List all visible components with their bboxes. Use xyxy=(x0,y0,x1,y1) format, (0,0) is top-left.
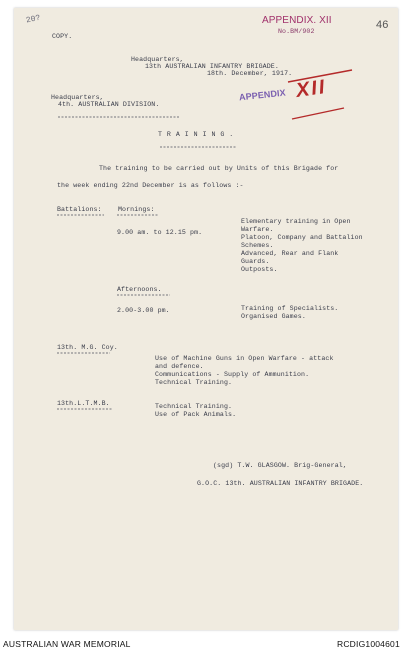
to-line-1: Headquarters, xyxy=(51,94,104,101)
mg-item: Use of Machine Guns in Open Warfare - attack xyxy=(155,355,334,362)
ltmb-label: 13th.L.T.M.B. xyxy=(57,400,110,407)
intro-line-1: The training to be carried out by Units of this Brigade for xyxy=(99,165,339,172)
mornings-label: Mornings: xyxy=(118,206,155,213)
signature-line-2: G.O.C. 13th. AUSTRALIAN INFANTRY BRIGADE. xyxy=(197,480,364,487)
morning-item: Platoon, Company and Battalion xyxy=(241,234,363,241)
afternoon-item: Training of Specialists. xyxy=(241,305,339,312)
afternoons-label: Afternoons. xyxy=(117,286,162,293)
morning-item: Guards. xyxy=(241,258,270,265)
morning-time: 9.00 am. to 12.15 pm. xyxy=(117,229,203,236)
mg-item: Technical Training. xyxy=(155,379,233,386)
intro-line-2: the week ending 22nd December is as follows :- xyxy=(57,182,244,189)
to-line-2: 4th. AUSTRALIAN DIVISION. xyxy=(58,101,160,108)
afternoon-time: 2.00-3.00 pm. xyxy=(117,307,170,314)
corner-number: 20? xyxy=(25,13,42,26)
ltmb-item: Technical Training. xyxy=(155,403,233,410)
appendix-stamp: APPENDIX. XII xyxy=(262,15,332,26)
archive-id: RCDIG1004601 xyxy=(337,639,400,649)
morning-item: Schemes. xyxy=(241,242,274,249)
mg-item: and defence. xyxy=(155,363,204,370)
mg-coy-label: 13th. M.G. Coy. xyxy=(57,344,118,351)
mg-item: Communications - Supply of Ammunition. xyxy=(155,371,310,378)
morning-item: Warfare. xyxy=(241,226,274,233)
ltmb-item: Use of Pack Animals. xyxy=(155,411,237,418)
battalions-label: Battalions: xyxy=(57,206,102,213)
appendix-roman-numeral: XII xyxy=(294,75,328,103)
reference-number: No.BM/902 xyxy=(278,28,315,35)
from-line-2: 13th AUSTRALIAN INFANTRY BRIGADE. xyxy=(145,63,279,70)
archive-credit: AUSTRALIAN WAR MEMORIAL xyxy=(3,639,131,649)
morning-item: Outposts. xyxy=(241,266,278,273)
appendix-handwritten: APPENDIX xyxy=(238,87,287,103)
letter-date: 18th. December, 1917. xyxy=(207,70,293,77)
signature-line-1: (sgd) T.W. GLASGOW. Brig-General, xyxy=(213,462,347,469)
copy-label: COPY. xyxy=(52,33,73,40)
morning-item: Elementary training in Open xyxy=(241,218,351,225)
folio-number: 46 xyxy=(376,19,389,31)
from-line-1: Headquarters, xyxy=(131,56,184,63)
morning-item: Advanced, Rear and Flank xyxy=(241,250,339,257)
document-title: T R A I N I N G . xyxy=(158,131,234,138)
afternoon-item: Organised Games. xyxy=(241,313,306,320)
